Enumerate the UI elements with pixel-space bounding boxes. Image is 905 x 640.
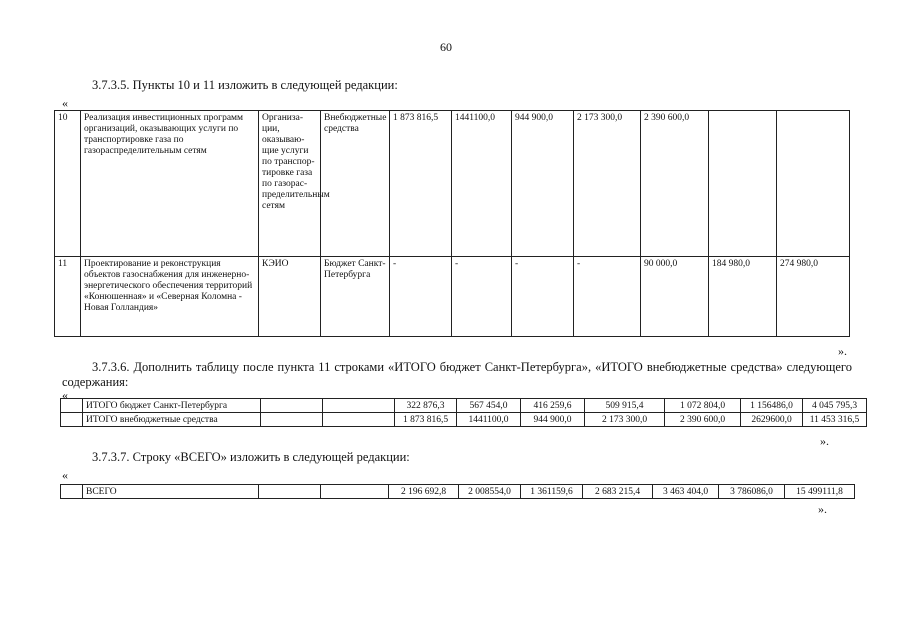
value-cell: 3 463 404,0 [653,485,719,499]
value-cell: 2 196 692,8 [389,485,459,499]
row-label: ИТОГО бюджет Санкт-Петербурга [83,399,261,413]
table-row [61,399,867,413]
value-cell: 567 454,0 [457,399,521,413]
value-cell: 1 072 804,0 [665,399,741,413]
value-cell: 2 390 600,0 [665,413,741,427]
close-quote: ». [820,434,829,448]
row-label: ИТОГО внебюджетные средства [83,413,261,427]
value-cell: - [452,257,512,337]
value-cell: 1441100,0 [452,111,512,257]
value-cell: - [574,257,641,337]
value-cell: 2 008554,0 [459,485,521,499]
empty-cell [61,485,83,499]
value-cell: 322 876,3 [395,399,457,413]
value-cell: 944 900,0 [512,111,574,257]
value-cell: 11 453 316,5 [803,413,867,427]
empty-cell [259,485,321,499]
executor: Организа-ции, оказываю-щие услуги по транспор-тировке газа по газорас-пределительным сетям [259,111,321,257]
value-cell: 2 683 215,4 [583,485,653,499]
value-cell: 1441100,0 [457,413,521,427]
empty-cell [61,413,83,427]
funding-source: Бюджет Санкт-Петербурга [321,257,390,337]
value-cell: 274 980,0 [777,257,850,337]
empty-cell [323,413,395,427]
value-cell: 2 173 300,0 [585,413,665,427]
open-quote: « [62,388,68,402]
value-cell: - [512,257,574,337]
close-quote: ». [818,502,827,516]
value-cell: 1 873 816,5 [395,413,457,427]
section-3737-heading: 3.7.3.7. Строку «ВСЕГО» изложить в следующей редакции: [92,450,410,464]
value-cell: 1 156486,0 [741,399,803,413]
value-cell: 15 499111,8 [785,485,855,499]
empty-cell [261,413,323,427]
section-3735-heading: 3.7.3.5. Пункты 10 и 11 изложить в следующей редакции: [92,78,398,92]
open-quote: « [62,96,68,110]
empty-cell [61,399,83,413]
row-number: 11 [55,257,81,337]
value-cell: 1 873 816,5 [390,111,452,257]
table-row [55,257,850,337]
empty-cell [323,399,395,413]
value-cell [777,111,850,257]
section-3736-text: 3.7.3.6. Дополнить таблицу после пункта 11 строками «ИТОГО бюджет Санкт-Петербурга», «ИТОГО внебюджетные средства» следующего содержания: [62,360,852,389]
row-label: ВСЕГО [83,485,259,499]
value-cell: 2629600,0 [741,413,803,427]
value-cell: - [390,257,452,337]
empty-cell [261,399,323,413]
table-totals [60,398,867,427]
funding-source: Внебюджетные средства [321,111,390,257]
value-cell: 2 173 300,0 [574,111,641,257]
value-cell: 4 045 795,3 [803,399,867,413]
open-quote: « [62,468,68,482]
value-cell: 90 000,0 [641,257,709,337]
table-row [55,111,850,257]
value-cell: 1 361159,6 [521,485,583,499]
value-cell: 944 900,0 [521,413,585,427]
table-row [61,485,855,499]
value-cell: 416 259,6 [521,399,585,413]
value-cell: 3 786086,0 [719,485,785,499]
value-cell: 2 390 600,0 [641,111,709,257]
page-number: 60 [440,40,452,54]
close-quote: ». [838,344,847,358]
table-grand-total [60,484,855,499]
value-cell [709,111,777,257]
executor: КЭИО [259,257,321,337]
measure-name: Проектирование и реконструкция объектов газоснабжения для инженерно-энергетического обеспечения территорий «Конюшенная» и «Северная Коломна - Новая Голландия» [81,257,259,337]
table-items-10-11 [54,110,850,337]
empty-cell [321,485,389,499]
value-cell: 184 980,0 [709,257,777,337]
value-cell: 509 915,4 [585,399,665,413]
measure-name: Реализация инвестиционных программ организаций, оказывающих услуги по транспортировке газа по газораспределительным сетям [81,111,259,257]
row-number: 10 [55,111,81,257]
table-row [61,413,867,427]
